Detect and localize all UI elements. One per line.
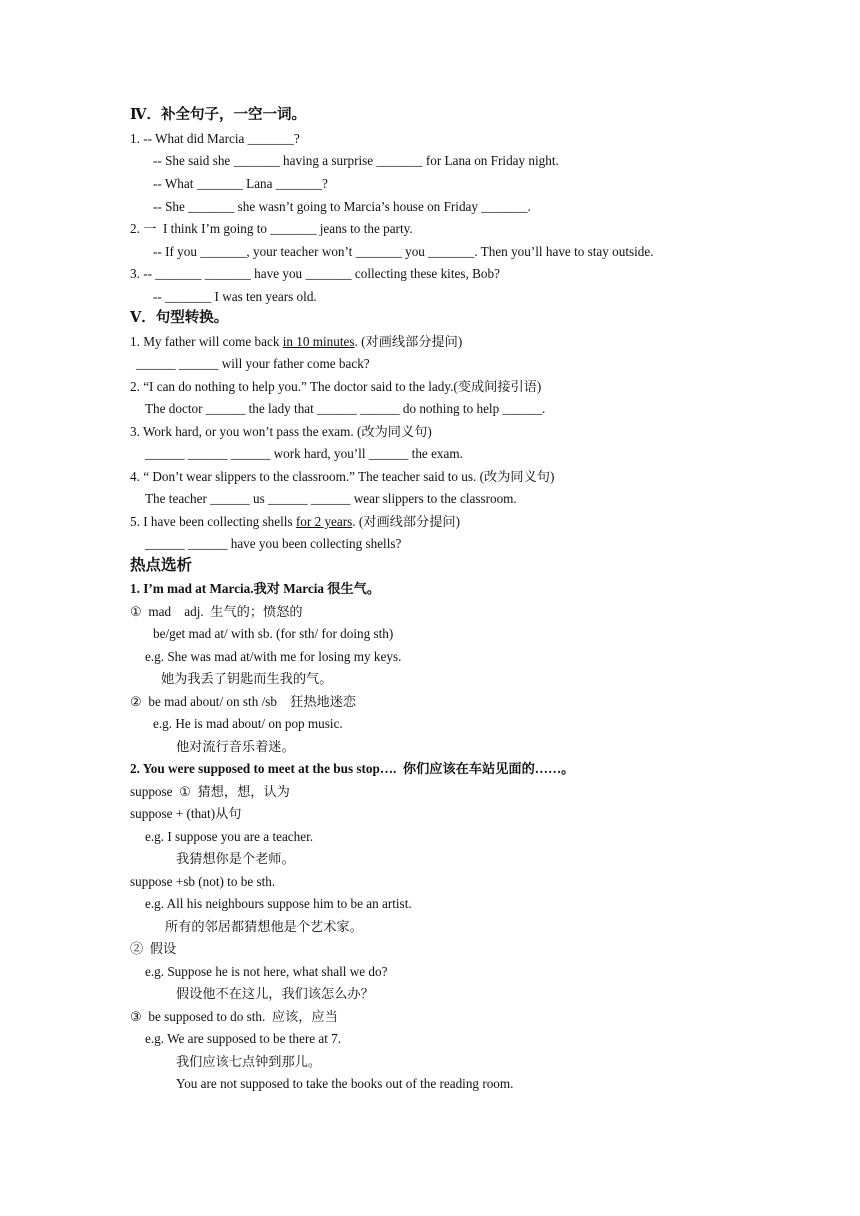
exercise-line: 3. Work hard, or you won’t pass the exam. (改为同义句) bbox=[130, 424, 432, 439]
section-5-heading: Ⅴ．句型转换。 bbox=[130, 310, 229, 326]
note-line: ② be mad about/ on sth /sb 狂热地迷恋 bbox=[130, 694, 357, 709]
answer-line: The teacher ______ us ______ ______ wear slippers to the classroom. bbox=[145, 491, 517, 506]
question-instruction: . (对画线部分提问) bbox=[354, 334, 463, 349]
exercise-line: 4. “ Don’t wear slippers to the classroom.” The teacher said to us. (改为同义句) bbox=[130, 469, 555, 484]
example-line: e.g. I suppose you are a teacher. bbox=[145, 829, 314, 844]
example-line: You are not supposed to take the books out of the reading room. bbox=[176, 1076, 514, 1091]
underlined-phrase: for 2 years bbox=[295, 514, 353, 529]
exercise-line: 3. -- _______ _______ have you _______ collecting these kites, Bob? bbox=[130, 266, 500, 281]
answer-line: The doctor ______ the lady that ______ ______ do nothing to help ______. bbox=[145, 401, 546, 416]
exercise-line: 2. 一 I think I’m going to _______ jeans to the party. bbox=[130, 221, 413, 236]
exercise-line: -- She _______ she wasn’t going to Marcia’s house on Friday _______. bbox=[153, 199, 531, 214]
answer-line: ______ ______ ______ work hard, you’ll ______ the exam. bbox=[145, 446, 463, 461]
question-text: 1. My father will come back bbox=[130, 334, 283, 349]
note-line: ③ be supposed to do sth. 应该，应当 bbox=[130, 1009, 338, 1024]
point-title: 2. You were supposed to meet at the bus stop…. 你们应该在车站见面的……。 bbox=[130, 761, 575, 776]
translation-line: 他对流行音乐着迷。 bbox=[176, 739, 295, 754]
translation-line: 所有的邻居都猜想他是个艺术家。 bbox=[165, 919, 363, 934]
note-line: be/get mad at/ with sb. (for sth/ for doing sth) bbox=[153, 626, 394, 641]
note-line: suppose ① 猜想，想，认为 bbox=[130, 784, 290, 799]
note-line: suppose +sb (not) to be sth. bbox=[130, 874, 276, 889]
exercise-line: -- She said she _______ having a surprise _______ for Lana on Friday night. bbox=[153, 153, 559, 168]
example-line: e.g. We are supposed to be there at 7. bbox=[145, 1031, 342, 1046]
exercise-line: 1. -- What did Marcia _______? bbox=[130, 131, 300, 146]
exercise-line: 2. “I can do nothing to help you.” The doctor said to the lady.(变成间接引语) bbox=[130, 379, 542, 394]
exercise-line bbox=[130, 333, 462, 350]
question-instruction: . (对画线部分提问) bbox=[352, 514, 460, 529]
translation-line: 我猜想你是个老师。 bbox=[176, 851, 295, 866]
point-title: 1. I’m mad at Marcia.我对 Marcia 很生气。 bbox=[130, 581, 381, 596]
example-line: e.g. She was mad at/with me for losing my keys. bbox=[145, 649, 402, 664]
note-line: ① mad adj. 生气的；愤怒的 bbox=[130, 604, 303, 619]
answer-line: ______ ______ will your father come back? bbox=[136, 356, 370, 371]
exercise-line bbox=[130, 513, 460, 530]
answer-line: ______ ______ have you been collecting shells? bbox=[145, 536, 402, 551]
exercise-line: -- If you _______, your teacher won’t _______ you _______. Then you’ll have to stay outside. bbox=[153, 244, 654, 259]
note-line: ② 假设 bbox=[130, 941, 177, 956]
exercise-line: -- What _______ Lana _______? bbox=[153, 176, 328, 191]
example-line: e.g. Suppose he is not here, what shall we do? bbox=[145, 964, 388, 979]
question-text: 5. I have been collecting shells bbox=[130, 514, 296, 529]
example-line: e.g. He is mad about/ on pop music. bbox=[153, 716, 343, 731]
hot-points-heading: 热点选析 bbox=[130, 557, 193, 574]
translation-line: 假设他不在这儿，我们该怎么办？ bbox=[176, 986, 374, 1001]
section-4-heading: Ⅳ．补全句子，一空一词。 bbox=[130, 107, 306, 123]
translation-line: 她为我丢了钥匙而生我的气。 bbox=[161, 671, 333, 686]
translation-line: 我们应该七点钟到那儿。 bbox=[176, 1054, 322, 1069]
exercise-line: -- _______ I was ten years old. bbox=[153, 289, 317, 304]
underlined-phrase: in 10 minutes bbox=[282, 334, 355, 349]
example-line: e.g. All his neighbours suppose him to be an artist. bbox=[145, 896, 412, 911]
note-line: suppose + (that)从句 bbox=[130, 806, 242, 821]
